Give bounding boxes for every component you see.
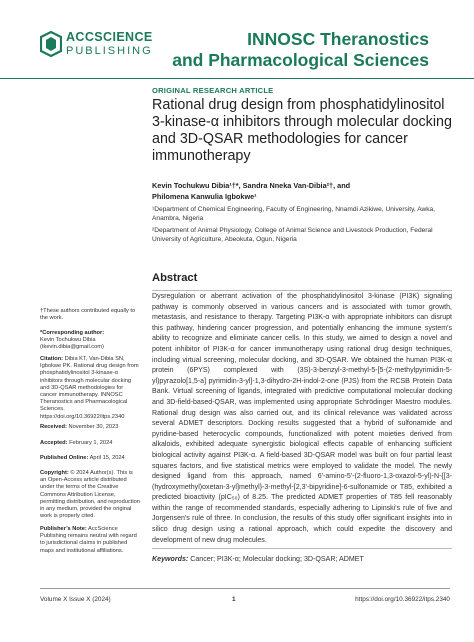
author-line-2: Philomena Kanwulia Igbokwe¹: [152, 192, 257, 201]
author-line-1: Kevin Tochukwu Dibia¹†*, Sandra Nneka Van-Dibia²†, and: [152, 181, 351, 190]
publisher-subname: PUBLISHING: [66, 45, 153, 57]
accscience-logo-icon: [40, 31, 62, 57]
author-list: [152, 180, 452, 202]
article-type: ORIGINAL RESEARCH ARTICLE: [152, 86, 274, 95]
accepted-date: [40, 440, 140, 447]
corresponding-author-label: *Corresponding author:: [40, 330, 105, 336]
abstract-heading: Abstract: [152, 272, 198, 284]
keywords: [152, 555, 452, 563]
publisher-note-text: AccScience Publishing remains neutral with regard to jurisdictional claims in published maps and institutional affiliations.: [40, 526, 137, 554]
footer-divider: [40, 588, 450, 589]
page-number: 1: [232, 596, 236, 603]
published-value: April 15, 2024: [88, 455, 125, 461]
accepted-value: February 1, 2024: [67, 440, 113, 446]
received-label: Received:: [40, 424, 67, 430]
equal-contribution-note: †These authors contributed equally to the work.: [40, 308, 136, 322]
header-divider: [0, 78, 474, 79]
received-value: November 30, 2023: [66, 424, 119, 430]
abstract-divider: [152, 290, 452, 291]
corresponding-author-text: Kevin Tochukwu Dibia (tkevin.dibia@gmail.com): [40, 337, 104, 351]
accepted-label: Accepted:: [40, 440, 68, 446]
publisher-note: [40, 526, 140, 555]
abstract-text: Dysregulation or aberrant activation of the phosphatidylinositol 3-kinase (PI3K) signaling pathway is commonly observed in various cancers and is associated with tumor growth, metastasis, and resistance to therapy. Targeting PI3K-α with appropriate inhibitors can disrupt this pathway, hindering cancer progression, and potentially enhancing the immune system's ability to recognize and eliminate cancer cells. In this study, we aimed to design a novel and potent inhibitor of PI3K-α for cancer immunotherapy using rational drug design techniques, including virtual screening, molecular docking, and 3D-QSAR. We obtained the human PI3K-α protein (6PYS) complexed with (3S)-3-benzyl-3-methyl-5-[5-(2-methylpyrimidin-5-yl)pyrazolo[1,5-a] pyrimidin-3-yl]-1,3-dihydro-2H-indol-2-one (PJS) from the RCSB Protein Data Bank. Virtual screening of ligands, integrated with predictive computational molecular docking and 3D-field-based-QSAR, was implemented using appropriate Schrödinger Maestro modules. Rational drug design was also carried out, and its clinical relevance was validated across several ADMET descriptors. Docking results suggested that a hybrid of sulfonamide and pyridine-based heterocyclic compounds, functionalized with potent moieties derived from alkaloids, exhibited adequate synergistic biological effects capable of enhancing sufficient biological activity against PI3K-α. A field-based 3D-QSAR model was built on four partial least squares factors, and five statistical metrics were employed to validate the model. The newly designed ligand from this approach, named 6'-amino-5'-(2-fluoro-1,3-oxazol-5-yl)-N-{[3-(hydroxymethyl)oxetan-3-yl]methyl}-3-methyl-[2,3'-bipyridine]-6-sulfonamide or T85, exhibited a predicted bioactivity (pIC₅₀) of 8.25. The predicted ADMET properties of T85 fell reasonably within the range of recommended standards, especially adhering to Lipinski's rule of five and Jorgensen's rule of three. In conclusion, the results of this study offer significant insights into in silico drug design using a rational approach, which could expedite the discovery and development of new drug molecules.: [152, 293, 452, 544]
published-date: [40, 455, 140, 462]
publisher-name: ACCSCIENCE: [66, 30, 153, 44]
affiliation-2: ²Department of Animal Physiology, College of Animal Science and Livestock Production, Federal University of Agriculture, Abeokuta, Ogun, Nigeria: [152, 227, 433, 243]
journal-title-line1: INNOSC Theranostics: [247, 29, 429, 49]
footer-doi-link[interactable]: https://doi.org/10.36922/itps.2340: [355, 596, 450, 603]
copyright-label: Copyright:: [40, 470, 69, 476]
journal-title: [172, 29, 429, 71]
published-label: Published Online:: [40, 455, 89, 461]
journal-title-line2: and Pharmacological Sciences: [172, 50, 429, 70]
footer-volume: Volume X Issue X (2024): [40, 596, 111, 603]
keywords-label: Keywords:: [152, 555, 189, 563]
citation-text: Dibia KT, Van-Dibia SN, Igbokwe PK. Rational drug design from phosphatidylinositol 3-kinase-α inhibitors through molecular docking and 3D-QSAR methodologies for cancer immunotherapy. INNOSC Theranostics and Pharmacological Sciences. https://doi.org/10.36922/itps.2340: [40, 356, 139, 420]
received-date: [40, 424, 140, 431]
citation: [40, 356, 140, 421]
copyright: [40, 470, 140, 520]
keywords-text: Cancer; PI3K-α; Molecular docking; 3D-QSAR; ADMET: [188, 555, 364, 563]
citation-label: Citation:: [40, 356, 64, 362]
affiliation-1: ¹Department of Chemical Engineering, Faculty of Engineering, Nnamdi Azikiwe, University, Awka, Anambra, Nigeria: [152, 206, 436, 222]
corresponding-author: [40, 330, 140, 352]
copyright-text: © 2024 Author(s). This is an Open-Access article distributed under the terms of the Creative Commons Attribution License, permitting distribution, and reproduction in any medium, provided the original work is properly cited.: [40, 470, 140, 520]
keywords-divider: [152, 548, 452, 549]
article-title: Rational drug design from phosphatidylinositol 3-kinase-α inhibitors through molecular docking and 3D-QSAR methodologies for cancer immunotherapy: [152, 97, 452, 164]
publisher-note-label: Publisher’s Note:: [40, 526, 87, 532]
